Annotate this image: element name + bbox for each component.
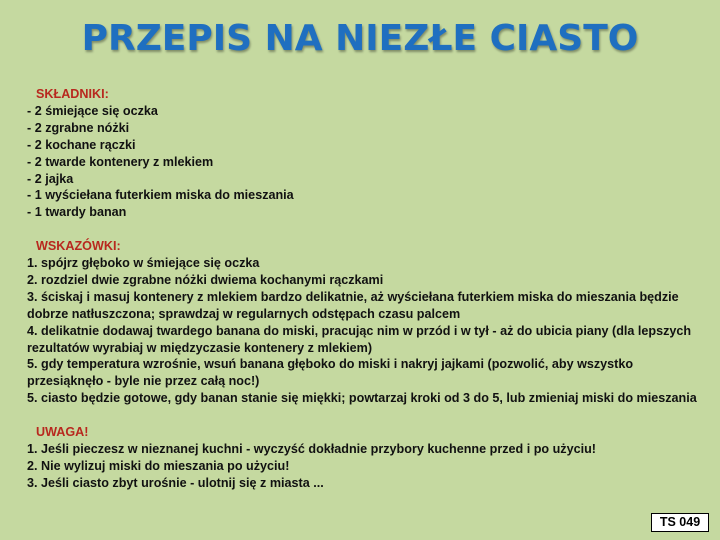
- list-item: 4. delikatnie dodawaj twardego banana do miski, pracując nim w przód i w tył - aż do ubicia piany (dla lepszych rezultatów wyrabiaj w międzyczasie kontenery z mlekiem): [27, 323, 692, 355]
- spacer: [27, 407, 707, 424]
- list-item: 2. Nie wylizuj miski do mieszania po użyciu!: [27, 458, 290, 473]
- spacer: [27, 221, 707, 238]
- list-item: 1. Jeśli pieczesz w nieznanej kuchni - wyczyść dokładnie przybory kuchenne przed i po użyciu!: [27, 442, 596, 456]
- ingredients-list: [27, 103, 707, 221]
- warning-header: UWAGA!: [36, 425, 89, 440]
- list-item: 3. ściskaj i masuj kontenery z mlekiem bardzo delikatnie, aż wyściełana futerkiem miska do mieszania będzie dobrze natłuszczona; sprawdzaj w regularnych odstępach czasu palcem: [27, 289, 679, 321]
- list-item: - 1 wyściełana futerkiem miska do mieszania: [27, 188, 294, 203]
- instructions-header: WSKAZÓWKI:: [36, 239, 121, 254]
- list-item: 5. ciasto będzie gotowe, gdy banan stanie się miękki; powtarzaj kroki od 3 do 5, lub zmieniaj miski do mieszania: [27, 391, 697, 406]
- instructions-list: [27, 255, 707, 407]
- recipe-content: [27, 86, 707, 492]
- list-item: - 2 śmiejące się oczka: [27, 103, 158, 118]
- list-item: - 2 twarde kontenery z mlekiem: [27, 154, 214, 169]
- list-item: 5. gdy temperatura wzrośnie, wsuń banana głęboko do miski i nakryj jajkami (pozwolić, aby wszystko przesiąknęło - byle nie przez całą noc!): [27, 357, 634, 389]
- list-item: - 1 twardy banan: [27, 205, 127, 220]
- list-item: - 2 jajka: [27, 171, 74, 186]
- slide-code-badge: TS 049: [651, 513, 709, 532]
- list-item: - 2 kochane rączki: [27, 137, 136, 152]
- list-item: 3. Jeśli ciasto zbyt urośnie - ulotnij się z miasta ...: [27, 475, 324, 490]
- page-title: PRZEPIS NA NIEZŁE CIASTO: [81, 18, 639, 59]
- list-item: - 2 zgrabne nóżki: [27, 120, 130, 135]
- ingredients-header: SKŁADNIKI:: [36, 87, 109, 101]
- list-item: 2. rozdziel dwie zgrabne nóżki dwiema kochanymi rączkami: [27, 272, 384, 287]
- list-item: 1. spójrz głęboko w śmiejące się oczka: [27, 256, 260, 271]
- warning-list: [27, 441, 707, 492]
